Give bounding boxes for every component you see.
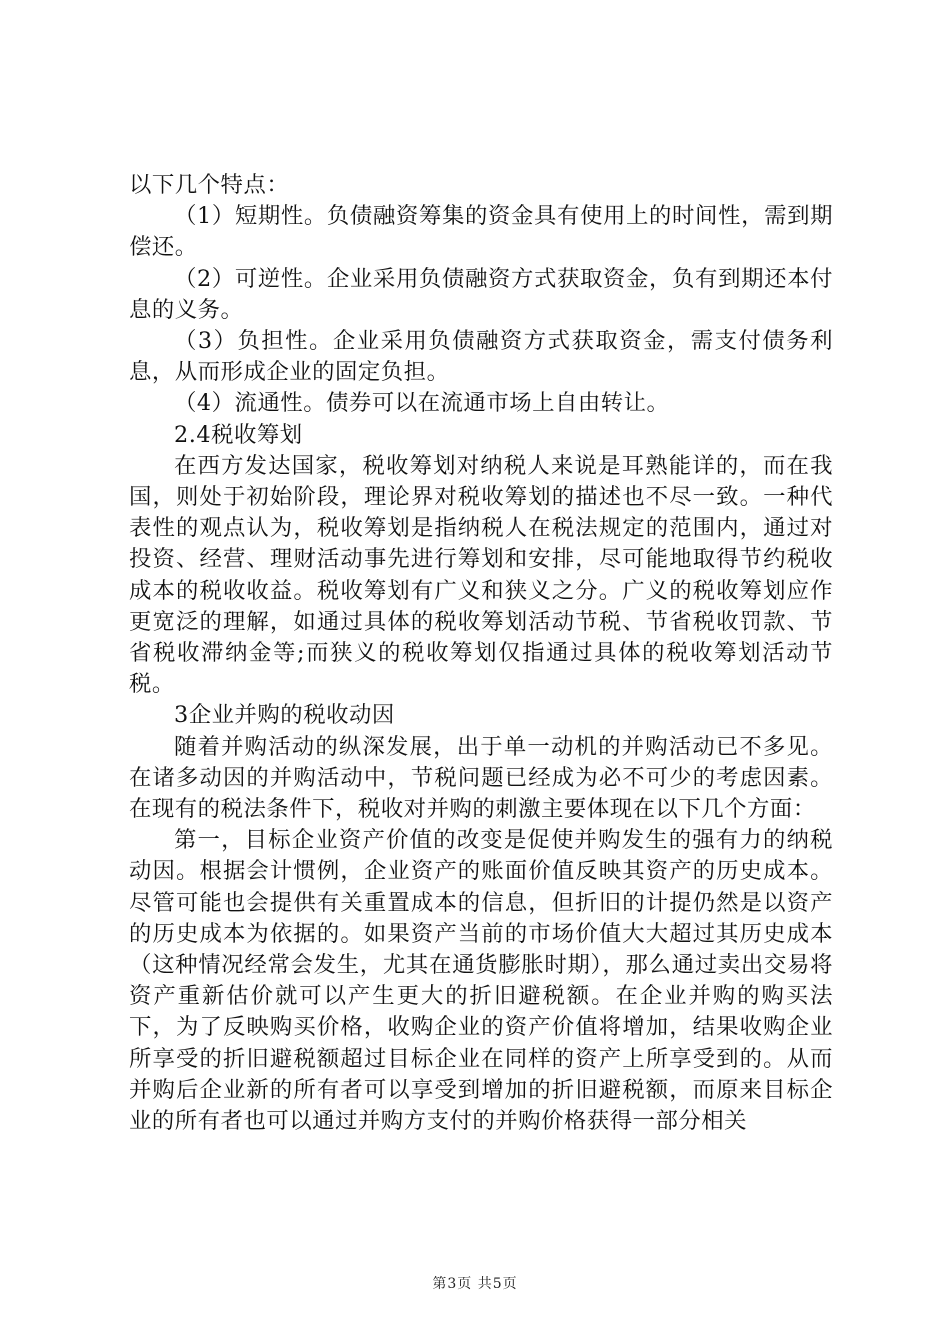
paragraph-tax-motives-intro: 随着并购活动的纵深发展，出于单一动机的并购活动已不多见。在诸多动因的并购活动中，节税问题已经成为必不可少的考虑因素。在现有的税法条件下，税收对并购的刺激主要体现在以下几个方面： <box>129 733 833 823</box>
document-body <box>129 170 833 1137</box>
paragraph-tax-planning: 在西方发达国家，税收筹划对纳税人来说是耳熟能详的，而在我国，则处于初始阶段，理论界对税收筹划的描述也不尽一致。一种代表性的观点认为，税收筹划是指纳税人在税法规定的范围内，通过对投资、经营、理财活动事先进行筹划和安排，尽可能地取得节约税收成本的税收收益。税收筹划有广义和狭义之分。广义的税收筹划应作更宽泛的理解，如通过具体的税收筹划活动节税、节省税收罚款、节省税收滞纳金等;而狭义的税收筹划仅指通过具体的税收筹划活动节税。 <box>129 452 833 698</box>
paragraph-burden: （3）负担性。企业采用负债融资方式获取资金，需支付债务利息，从而形成企业的固定负担。 <box>129 328 833 386</box>
section-heading-tax-planning: 2.4税收筹划 <box>174 421 303 448</box>
paragraph-liquidity: （4）流通性。债券可以在流通市场上自由转让。 <box>174 390 670 417</box>
paragraph-short-term: （1）短期性。负债融资筹集的资金具有使用上的时间性，需到期偿还。 <box>129 203 833 261</box>
paragraph-asset-value: 第一，目标企业资产价值的改变是促使并购发生的强有力的纳税动因。根据会计惯例，企业资产的账面价值反映其资产的历史成本。尽管可能也会提供有关重置成本的信息，但折旧的计提仍然是以资产的历史成本为依据的。如果资产当前的市场价值大大超过其历史成本（这种情况经常会发生，尤其在通货膨胀时期），那么通过卖出交易将资产重新估价就可以产生更大的折旧避税额。在企业并购的购买法下，为了反映购买价格，收购企业的资产价值将增加，结果收购企业所享受的折旧避税额超过目标企业在同样的资产上所享受到的。从而并购后企业新的所有者可以享受到增加的折旧避税额，而原来目标企业的所有者也可以通过并购方支付的并购价格获得一部分相关 <box>129 827 833 1135</box>
paragraph-features-intro: 以下几个特点： <box>129 172 290 198</box>
section-heading-tax-motives: 3企业并购的税收动因 <box>174 702 395 729</box>
paragraph-reversibility: （2）可逆性。企业采用负债融资方式获取资金，负有到期还本付息的义务。 <box>129 265 833 323</box>
page-number-footer: 第3页 共5页 <box>432 1276 518 1292</box>
